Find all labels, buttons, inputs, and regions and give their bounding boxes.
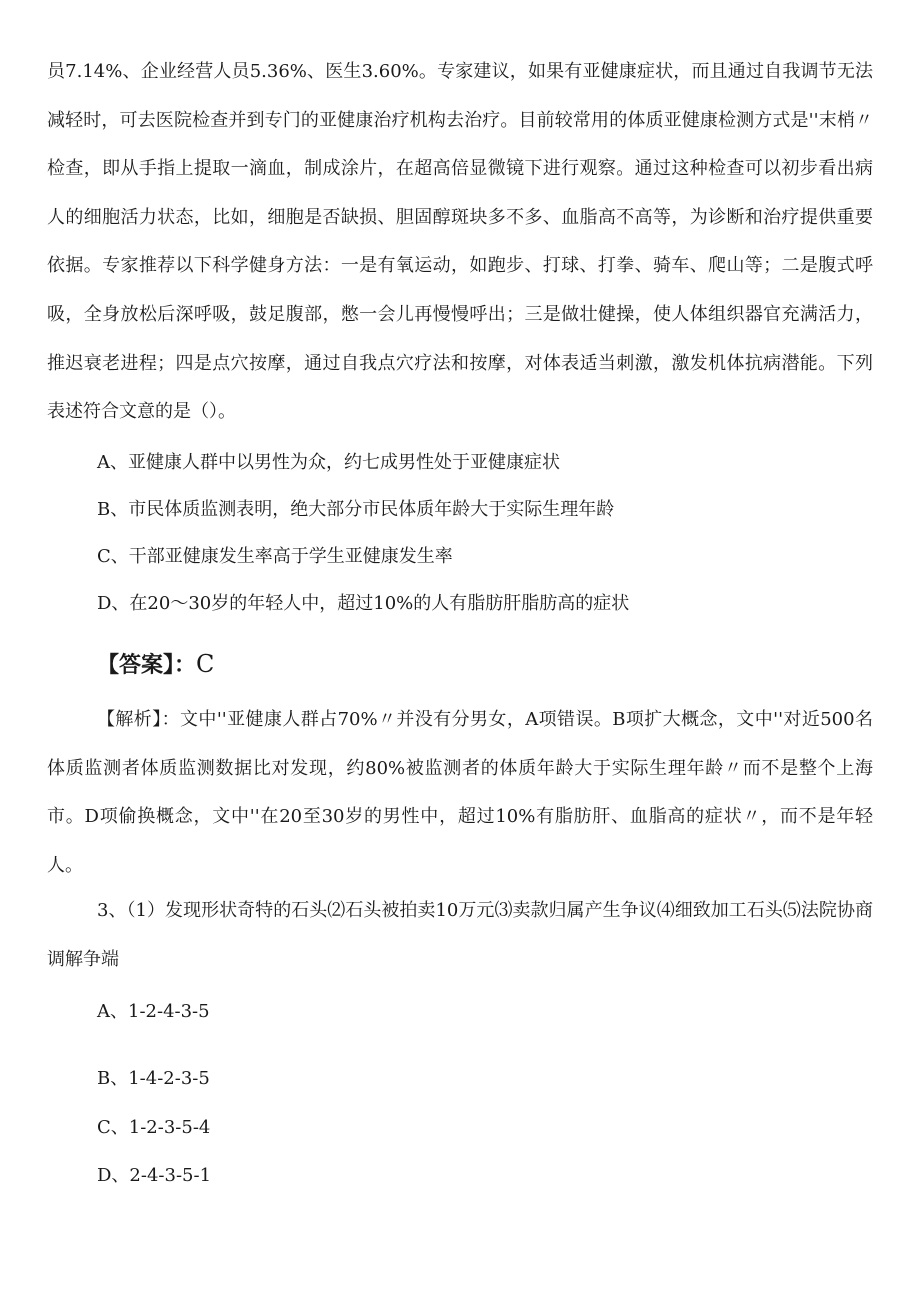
passage-text: 员7.14%、企业经营人员5.36%、医生3.60%。专家建议，如果有亚健康症状，而且通过自我调节无法减轻时，可去医院检查并到专门的亚健康治疗机构去治疗。目前较常用的体质亚健康检测方式是''末梢〃检查，即从手指上提取一滴血，制成涂片，在超高倍显微镜下进行观察。通过这种检查可以初步看出病人的细胞活力状态，比如，细胞是否缺损、胆固醇斑块多不多、血脂高不高等，为诊断和治疗提供重要依据。专家推荐以下科学健身方法：一是有氧运动，如跑步、打球、打拳、骑车、爬山等；二是腹式呼吸，全身放松后深呼吸，鼓足腹部，憋一会儿再慢慢呼出；三是做壮健操，使人体组织器官充满活力，推迟衰老进程；四是点穴按摩，通过自我点穴疗法和按摩，对体表适当刺激，激发机体抗病潜能。下列表述符合文意的是（）。 xyxy=(47,61,873,423)
q3-option-a: A、1-2-4-3-5 xyxy=(97,1001,210,1022)
answer-label: 【答案】： xyxy=(97,653,197,678)
q3-option-d: D、2-4-3-5-1 xyxy=(97,1165,212,1186)
explanation xyxy=(47,696,873,890)
q3-option-b: B、1-4-2-3-5 xyxy=(97,1068,210,1089)
question3-stem: 3、（1）发现形状奇特的石头⑵石头被拍卖10万元⑶卖款归属产生争议⑷细致加工石头⑸法院协商调解争端 xyxy=(47,900,873,970)
explanation-text: ：文中''亚健康人群占70%〃并没有分男女，A项错误。B项扩大概念，文中''对近500名体质监测者体质监测数据比对发现，约80%被监测者的体质年龄大于实际生理年龄〃而不是整个上海市。D项偷换概念，文中''在20至30岁的男性中，超过10%有脂肪肝、血脂高的症状〃，而不是年轻人。 xyxy=(47,709,873,876)
option-c: C、干部亚健康发生率高于学生亚健康发生率 xyxy=(97,546,453,567)
explanation-label: 【解析】 xyxy=(97,709,162,730)
answer-line xyxy=(97,648,214,679)
q3-option-c: C、1-2-3-5-4 xyxy=(97,1117,211,1138)
option-b: B、市民体质监测表明，绝大部分市民体质年龄大于实际生理年龄 xyxy=(97,499,615,520)
option-a: A、亚健康人群中以男性为众，约七成男性处于亚健康症状 xyxy=(97,452,560,473)
option-d: D、在20～30岁的年轻人中，超过10%的人有脂肪肝脂肪高的症状 xyxy=(97,593,630,614)
answer-value: C xyxy=(196,650,215,678)
